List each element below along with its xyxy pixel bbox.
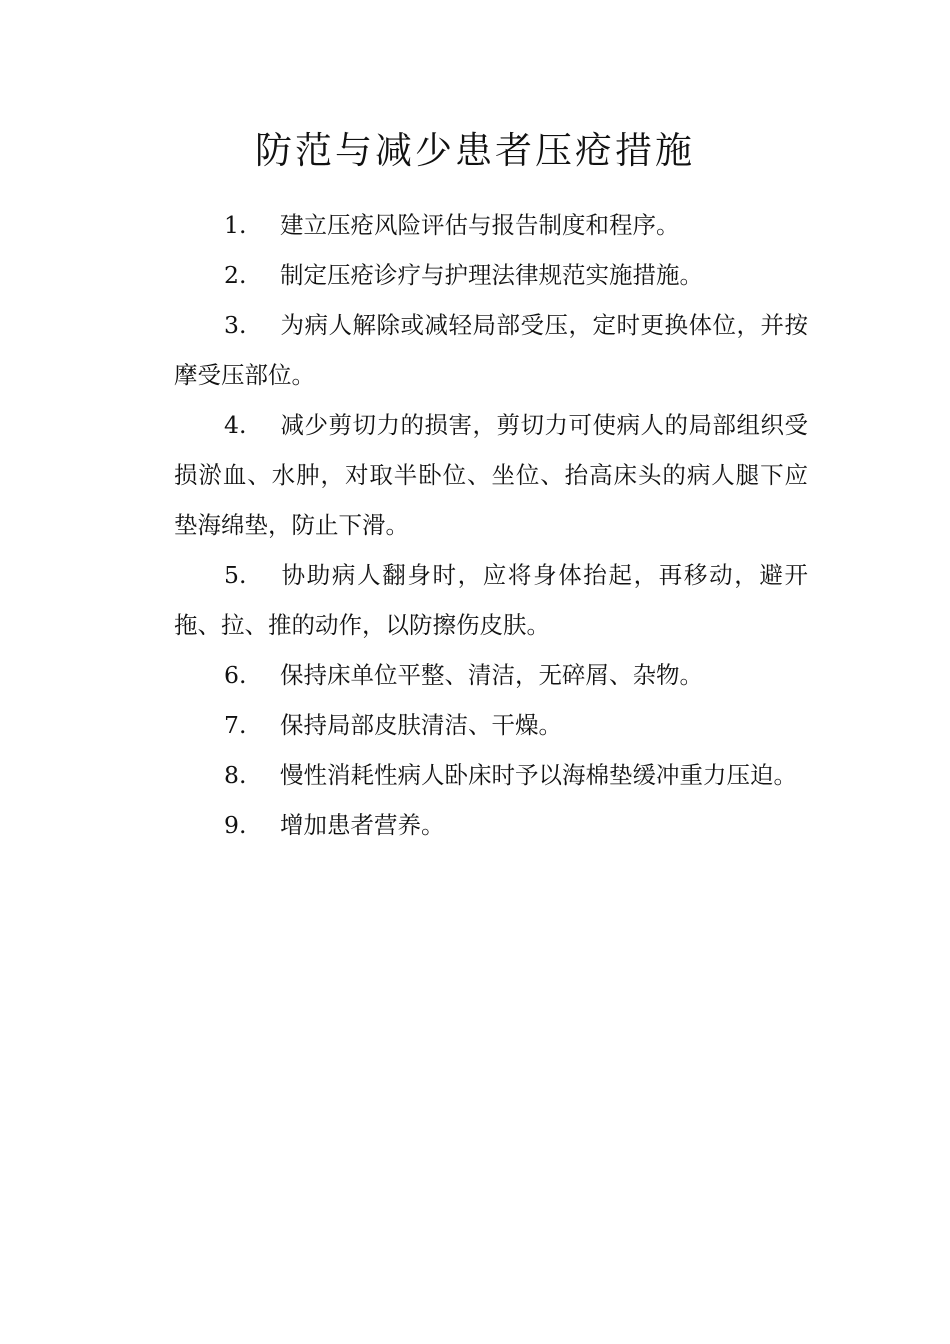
item-text: 减少剪切力的损害，剪切力可使病人的局部组织受损淤血、水肿，对取半卧位、坐位、抬高床头的病人腿下应垫海绵垫，防止下滑。	[174, 411, 808, 539]
list-item	[174, 800, 808, 850]
item-number: 1.	[224, 211, 247, 239]
item-text: 慢性消耗性病人卧床时予以海棉垫缓冲重力压迫。	[280, 761, 797, 789]
item-text: 保持局部皮肤清洁、干燥。	[280, 711, 562, 739]
item-number: 8.	[224, 761, 247, 789]
item-number: 9.	[224, 811, 247, 839]
item-number: 4.	[224, 411, 247, 439]
list-item	[174, 300, 808, 400]
list-item	[174, 750, 808, 800]
item-number: 3.	[224, 311, 247, 339]
list-item	[174, 550, 808, 650]
item-text: 制定压疮诊疗与护理法律规范实施措施。	[280, 261, 703, 289]
item-number: 2.	[224, 261, 247, 289]
item-text: 增加患者营养。	[280, 811, 445, 839]
item-text: 建立压疮风险评估与报告制度和程序。	[280, 211, 680, 239]
item-text: 保持床单位平整、清洁，无碎屑、杂物。	[280, 661, 703, 689]
list-item	[174, 700, 808, 750]
measures-list	[174, 200, 808, 850]
list-item	[174, 650, 808, 700]
list-item	[174, 400, 808, 550]
item-text: 为病人解除或减轻局部受压，定时更换体位，并按摩受压部位。	[174, 311, 808, 389]
list-item	[174, 200, 808, 250]
item-number: 6.	[224, 661, 247, 689]
document-title: 防范与减少患者压疮措施	[255, 129, 695, 172]
list-item	[174, 250, 808, 300]
item-text: 协助病人翻身时，应将身体抬起，再移动，避开拖、拉、推的动作，以防擦伤皮肤。	[174, 561, 808, 639]
item-number: 7.	[224, 711, 247, 739]
item-number: 5.	[224, 561, 247, 589]
